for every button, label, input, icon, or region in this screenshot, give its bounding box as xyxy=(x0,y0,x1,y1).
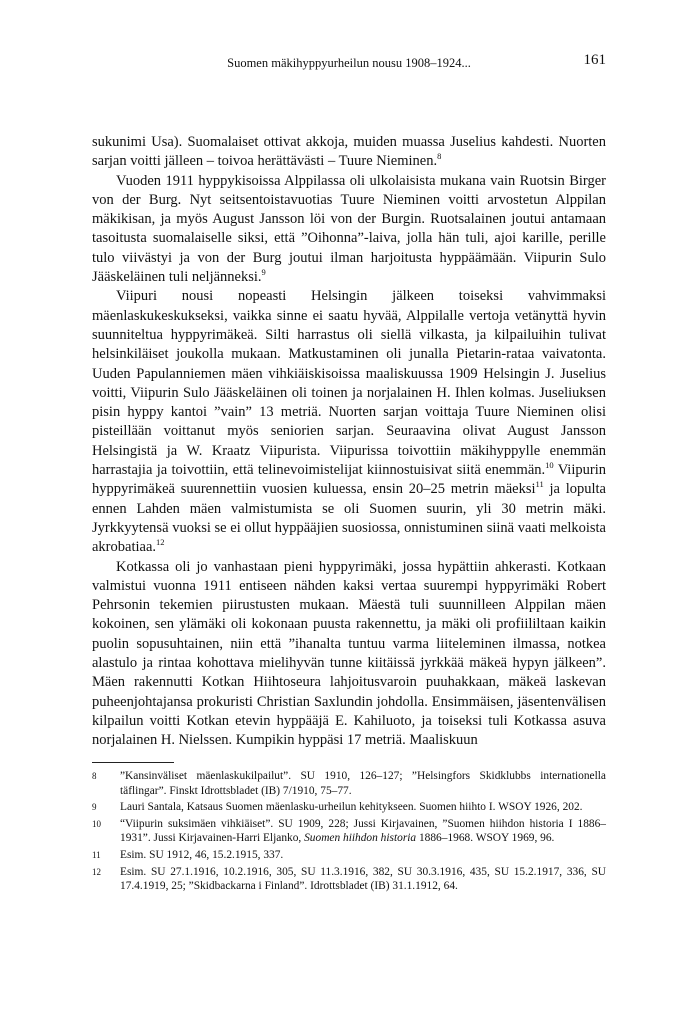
paragraph-2 xyxy=(92,172,606,288)
footnote-book-title: Suomen hiihdon historia xyxy=(304,832,417,845)
body-text xyxy=(92,133,606,751)
footnote-ref-11: 11 xyxy=(535,479,544,490)
paragraph-1 xyxy=(92,133,606,172)
footnote-11 xyxy=(92,848,606,863)
footnote-divider xyxy=(92,762,174,763)
footnote-text: Esim. SU 1912, 46, 15.2.1915, 337. xyxy=(120,848,284,861)
footnote-number: 11 xyxy=(92,849,101,860)
paragraph-3-text-b: Viipurin hyppyrimäkeä suurennettiin vuosien kuluessa, ensin 20–25 metrin mäeksi xyxy=(92,462,606,498)
paragraph-4-text: Kotkassa oli jo vanhastaan pieni hyppyrimäki, jossa hypättiin ahkerasti. Kotkaan valmistui vuonna 1911 entiseen nähden kaksi vertaa suurempi hyppyrimäki Robert Pehrsonin tekemien piirustusten mukaan. Mäestä tuli suunnilleen Alppilan mäen kokoinen, sen ylämäki oli kokonaan puusta rakennettu, ja mäki oli profiililtaan kaikin puolin sopusuhtainen, niin että ”ihanalta tuntuu varma liiteleminen ilmassa, notkea alastulo ja rintaa kohottava mielihyvän tunne kiitäissä jyrkkää mäkeä hypyn jälkeen”. Mäen rakennutti Kotkan Hiihtoseura lahjoitusvaroin puuhakkaan, mäkeä laskevan puheenjohtajansa prokuristi Christian Saxlundin johdolla. Ensimmäisen, jäsentenvälisen kilpailun voitti Kotkan etevin hyppääjä E. Kahiluoto, ja toiseksi tuli Kotkassa asuva norjalainen H. Nielssen. Kumpikin hyppäsi 17 metriä. Maaliskuun xyxy=(92,558,606,749)
footnote-ref-10: 10 xyxy=(545,460,554,471)
footnote-number: 9 xyxy=(92,802,97,813)
footnote-ref-9: 9 xyxy=(261,267,266,278)
footnote-text xyxy=(120,817,606,846)
page-header xyxy=(92,52,606,74)
footnote-number: 12 xyxy=(92,866,101,877)
paragraph-1-text: sukunimi Usa). Suomalaiset ottivat akkoja, muiden muassa Juselius kahdesti. Nuorten sarjan voitti jälleen – toivoa herättävästi – Tuure Nieminen. xyxy=(92,134,606,170)
footnotes xyxy=(92,769,606,896)
paragraph-3-text-a: Viipuri nousi nopeasti Helsingin jälkeen toiseksi vahvimmaksi mäenlaskukeskukseksi, vaikka sinne ei saatu hyvää, Alppilalle vertoja vetänyttä hyvin suunniteltua hyppyrimäkeä. Silti harrastus oli siellä vilkasta, ja kilpailuihin tulivat helsinkiläiset joukolla mukaan. Matkustaminen oli junalla Pietarin-rataa vaivatonta. Uuden Papulanniemen mäen vihkiäiskisoissa maaliskuussa 1909 Helsingin J. Juselius voitti, Viipurin Sulo Jääskeläinen oli toinen ja norjalainen H. Ihlen kolmas. Juseliuksen pisin hyppy kantoi ”vain” 13 metriä. Nuorten sarjan voittaja Tuure Nieminen olisi pisteillään voittanut myös seniorien sarjan. Seuraavina olivat August Jansson Helsingistä ja W. Kraatz Viipurista. Viipurissa toivottiin mäkihyppylle enemmän harrastajia ja toivottiin, että telinevoimistelijat kiinnostuisivat siitä enemmän. xyxy=(92,288,606,479)
footnote-number: 10 xyxy=(92,818,101,829)
footnote-text: Esim. SU 27.1.1916, 10.2.1916, 305, SU 11.3.1916, 382, SU 30.3.1916, 435, SU 15.2.1917, 336, SU 17.4.1919, 25; ”Skidbackarna i Finland”. Idrottsbladet (IB) 31.1.1912, 64. xyxy=(120,865,606,893)
footnote-ref-8: 8 xyxy=(437,151,442,162)
footnote-ref-12: 12 xyxy=(156,537,165,548)
page-number: 161 xyxy=(583,52,606,68)
paragraph-4 xyxy=(92,558,606,751)
footnote-12 xyxy=(92,865,606,894)
paragraph-2-text: Vuoden 1911 hyppykisoissa Alppilassa oli ulkolaisista mukana vain Ruotsin Birger von der Burg. Nyt seitsentoistavuotias Tuure Nieminen voitti arvostetun Alppilan mäkikisan, ja myös August Jansson löi von der Burgin. Ruotsalainen joutui antamaan tasoitusta suomalaiselle siksi, että ”Oihonna”-laiva, jolla hän tuli, ajoi karille, perille tulo viivästyi ja von der Burg joutui ilman harjoitusta hyppäämään. Viipurin Sulo Jääskeläinen tuli neljänneksi. xyxy=(92,172,606,286)
footnote-8 xyxy=(92,769,606,798)
footnote-text: Lauri Santala, Katsaus Suomen mäenlasku-urheilun kehitykseen. Suomen hiihto I. WSOY 1926, 202. xyxy=(120,801,583,814)
paragraph-3 xyxy=(92,287,606,557)
footnote-text-post: 1886–1968. WSOY 1969, 96. xyxy=(416,832,555,845)
footnote-text-pre: “Viipurin suksimäen vihkiäiset”. SU 1909, 228; Jussi Kirjavainen, ”Suomen hiihdon historia I 1886–1931”. Jussi Kirjavainen-Harri Eljanko, xyxy=(120,817,606,845)
footnote-number: 8 xyxy=(92,771,97,781)
paragraph-3-text-c: ja lopulta ennen Lahden mäen valmistumista se oli Suomen suurin, yli 30 metrin mäki. Jyrkkyytensä vuoksi se ei ollut hyppääjien suosiossa, onnistuminen siinä vaati melkoista akrobatiaa. xyxy=(92,481,606,556)
footnote-text: ”Kansinväliset mäenlaskukilpailut”. SU 1910, 126–127; ”Helsingfors Skidklubbs internationella täflingar”. Finskt Idrottsbladet (IB) 7/1910, 75–77. xyxy=(120,770,606,797)
running-title: Suomen mäkihyppyurheilun nousu 1908–1924... xyxy=(227,56,471,70)
footnote-10 xyxy=(92,817,606,846)
footnote-9 xyxy=(92,800,606,815)
